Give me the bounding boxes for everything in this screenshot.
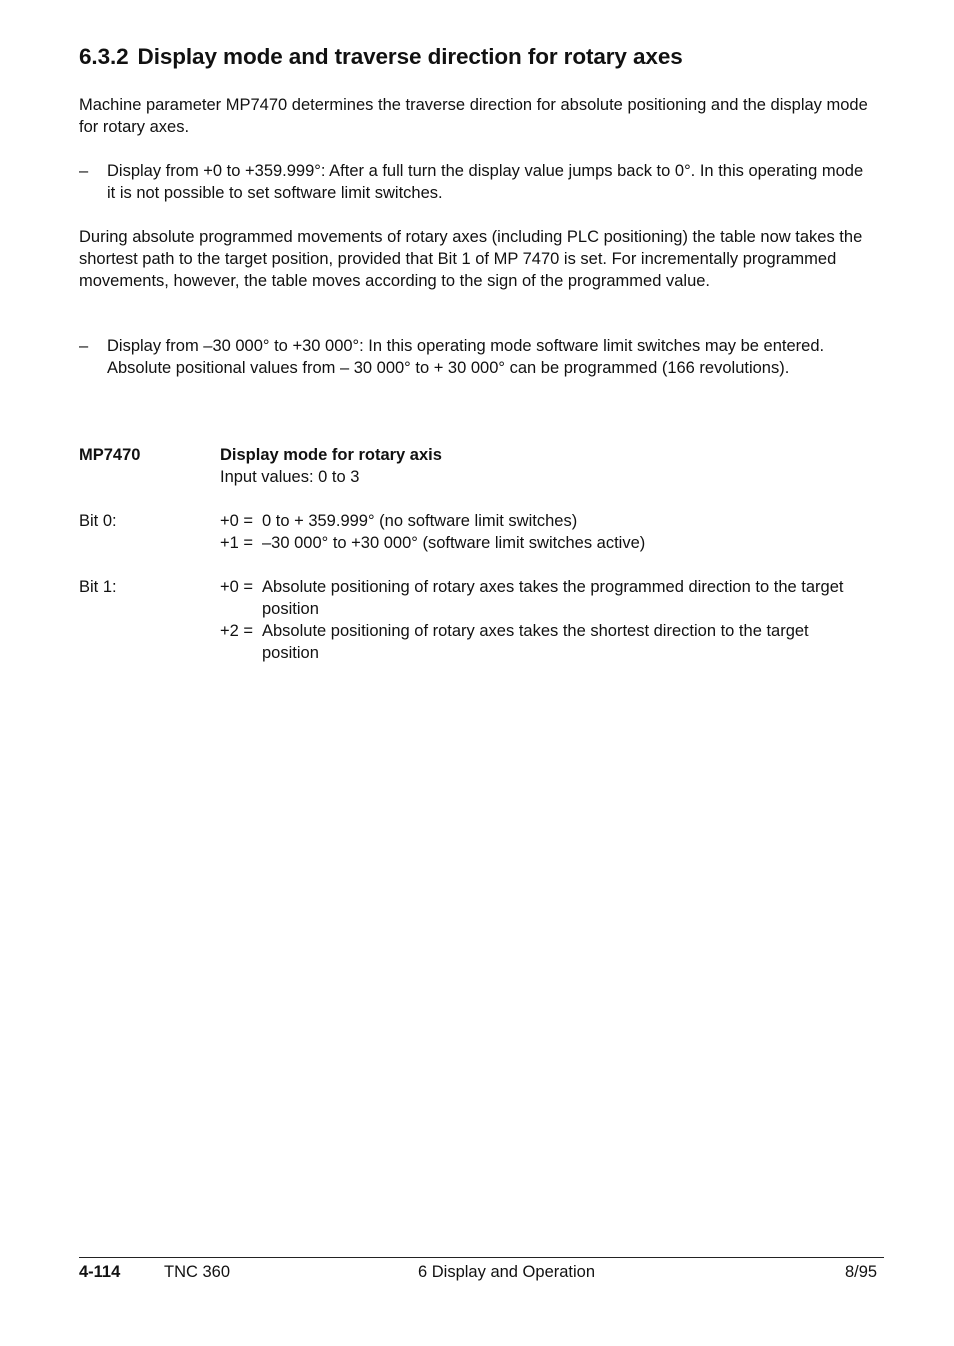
option-text: Absolute positioning of rotary axes takes the shortest direction to the target position	[262, 622, 809, 662]
option-item	[220, 620, 860, 664]
option-item	[220, 532, 860, 554]
bullet-text: Display from –30 000° to +30 000°: In this operating mode software limit switches may be entered. Absolute positional values from – 30 000° to + 30 000° can be programmed (166 revolutions).	[107, 337, 825, 377]
parameter-title: Display mode for rotary axis	[220, 446, 442, 464]
body-paragraph: During absolute programmed movements of rotary axes (including PLC positioning) the table now takes the shortest path to the target position, provided that Bit 1 of MP 7470 is set. For incrementally programmed movements, however, the table moves according to the sign of the programmed value.	[79, 228, 863, 290]
option-item	[220, 510, 860, 532]
parameter-input-values: Input values: 0 to 3	[220, 468, 360, 486]
section-number: 6.3.2	[79, 44, 129, 69]
bit0-label: Bit 0:	[79, 512, 117, 530]
option-code: +0 =	[220, 578, 254, 596]
option-code: +2 =	[220, 622, 254, 640]
footer-date: 8/95	[845, 1263, 878, 1281]
bit1-label: Bit 1:	[79, 578, 117, 596]
bullet-dash: –	[79, 162, 89, 180]
bullet-text: Display from +0 to +359.999°: After a full turn the display value jumps back to 0°. In this operating mode it is not possible to set software limit switches.	[107, 162, 864, 202]
option-code: +1 =	[220, 534, 254, 552]
bit0-options	[220, 510, 860, 554]
bullet-item-2	[79, 335, 869, 379]
bullet-dash: –	[79, 337, 89, 355]
option-text: 0 to + 359.999° (no software limit switches)	[262, 512, 578, 530]
option-text: –30 000° to +30 000° (software limit switches active)	[262, 534, 646, 552]
option-text: Absolute positioning of rotary axes takes the programmed direction to the target position	[262, 578, 844, 618]
footer-divider	[79, 1257, 884, 1258]
footer-page-number: 4-114	[79, 1263, 121, 1281]
option-code: +0 =	[220, 512, 254, 530]
parameter-description	[220, 444, 860, 488]
bit1-options	[220, 576, 860, 664]
section-title	[79, 44, 683, 70]
footer-chapter: 6 Display and Operation	[418, 1263, 596, 1281]
footer-model: TNC 360	[164, 1263, 231, 1281]
section-heading: Display mode and traverse direction for rotary axes	[137, 44, 683, 69]
parameter-name: MP7470	[79, 446, 141, 464]
intro-paragraph: Machine parameter MP7470 determines the traverse direction for absolute positioning and the display mode for rotary axes.	[79, 96, 868, 136]
bullet-item-1	[79, 160, 869, 204]
option-item	[220, 576, 860, 620]
